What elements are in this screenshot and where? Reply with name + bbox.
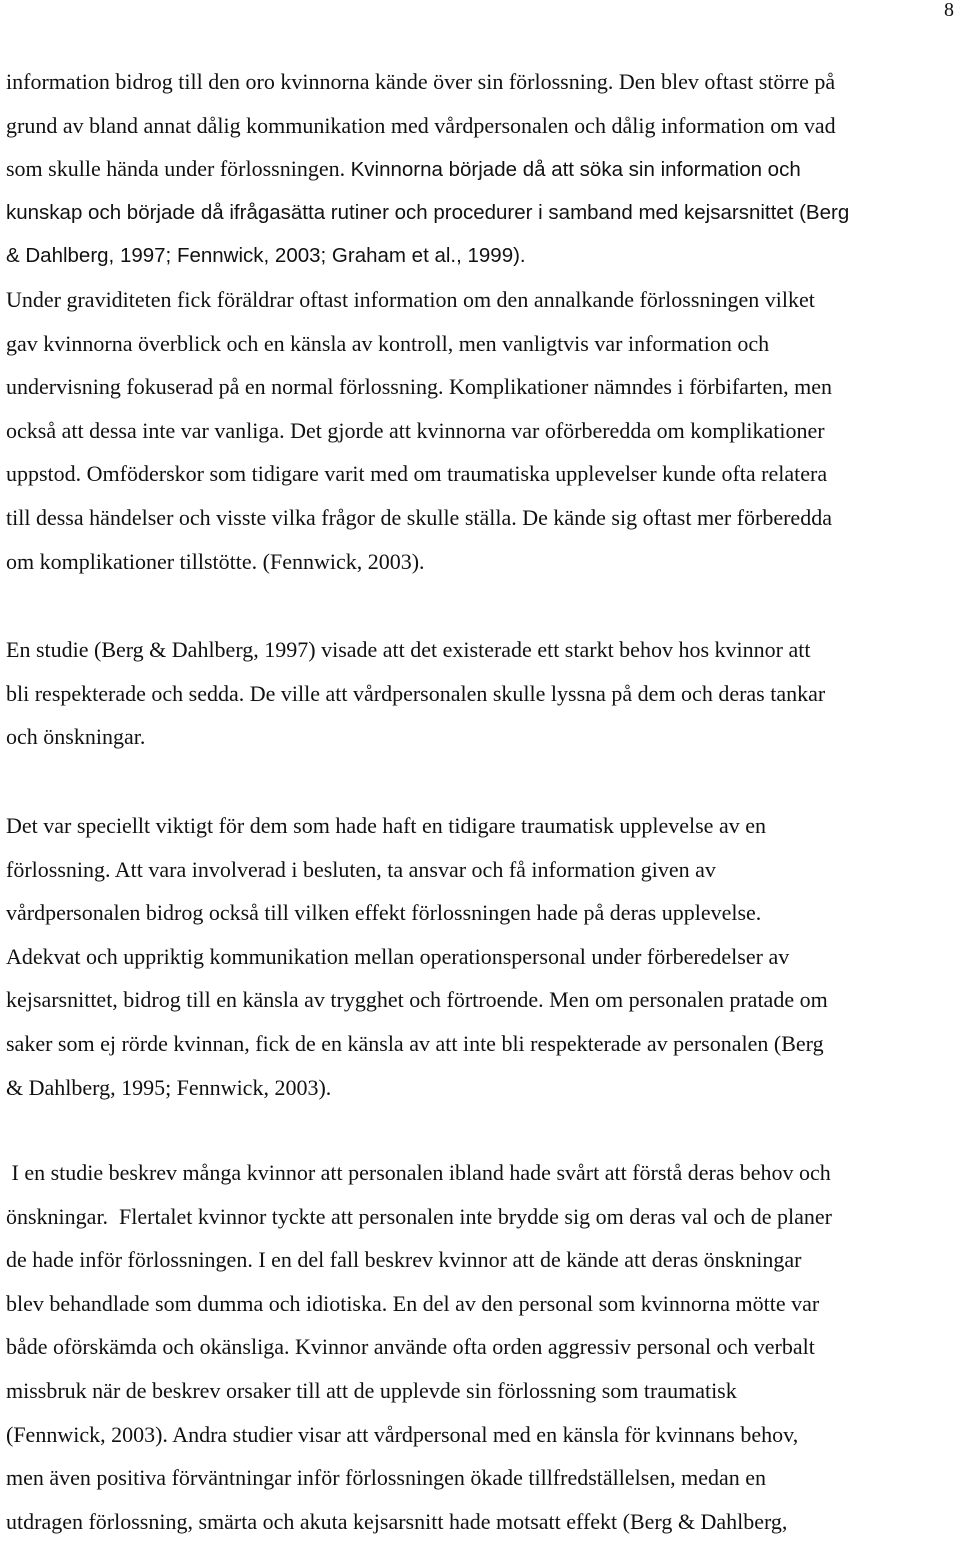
text-line: & Dahlberg, 1997; Fennwick, 2003; Graham et al., 1999). <box>6 244 526 268</box>
text-line: om komplikationer tillstötte. (Fennwick, 2003). <box>6 548 425 574</box>
paragraph-2 <box>6 628 960 759</box>
text-line: missbruk när de beskrev orsaker till att de upplevde sin förlossning som traumatisk <box>6 1377 737 1403</box>
text-line: (Fennwick, 2003). Andra studier visar att vårdpersonal med en känsla för kvinnans behov, <box>6 1421 799 1447</box>
text-line: I en studie beskrev många kvinnor att personalen ibland hade svårt att förstå deras behov och <box>6 1160 831 1185</box>
text-line: och önskningar. <box>6 724 146 750</box>
text-line: bli respekterade och sedda. De ville att vårdpersonalen skulle lyssna på dem och deras tankar <box>6 680 826 706</box>
text-line: Adekvat och uppriktig kommunikation mellan operationspersonal under förberedelser av <box>6 943 790 969</box>
paragraph-4 <box>6 1151 960 1543</box>
text-line: kunskap och började då ifrågasätta rutiner och procedurer i samband med kejsarsnittet (Berg <box>6 200 850 224</box>
text-line: utdragen förlossning, smärta och akuta kejsarsnitt hade motsatt effekt (Berg & Dahlberg, <box>6 1508 788 1534</box>
text-line <box>6 147 960 191</box>
text-line: information bidrog till den oro kvinnorna kände över sin förlossning. Den blev oftast större på <box>6 69 836 94</box>
text-line: både oförskämda och okänsliga. Kvinnor använde ofta orden aggressiv personal och verbalt <box>6 1334 815 1360</box>
text-line: men även positiva förväntningar inför förlossningen ökade tillfredställelsen, medan en <box>6 1465 766 1491</box>
text-line: vårdpersonalen bidrog också till vilken effekt förlossningen hade på deras upplevelse. <box>6 900 762 926</box>
text-segment: som skulle hända under förlossningen. <box>6 156 351 182</box>
text-line: kejsarsnittet, bidrog till en känsla av trygghet och förtroende. Men om personalen pratade om <box>6 987 828 1013</box>
paragraph-1 <box>6 60 960 583</box>
text-line: önskningar. Flertalet kvinnor tyckte att personalen inte brydde sig om deras val och de planer <box>6 1203 832 1229</box>
text-line: de hade inför förlossningen. I en del fall beskrev kvinnor att de kände att deras önskningar <box>6 1247 802 1273</box>
text-line: saker som ej rörde kvinnan, fick de en känsla av att inte bli respekterade av personalen (Berg <box>6 1030 824 1056</box>
text-line: uppstod. Omföderskor som tidigare varit med om traumatiska upplevelser kunde ofta relatera <box>6 461 828 487</box>
text-line: Det var speciellt viktigt för dem som hade haft en tidigare traumatisk upplevelse av en <box>6 813 766 838</box>
text-line: & Dahlberg, 1995; Fennwick, 2003). <box>6 1074 332 1100</box>
text-line: förlossning. Att vara involverad i besluten, ta ansvar och få information given av <box>6 856 716 882</box>
paragraph-3 <box>6 804 960 1109</box>
text-line: Under graviditeten fick föräldrar oftast information om den annalkande förlossningen vilket <box>6 286 815 312</box>
page-number: 8 <box>944 0 954 21</box>
text-line: En studie (Berg & Dahlberg, 1997) visade att det existerade ett starkt behov hos kvinnor att <box>6 637 811 662</box>
text-line: också att dessa inte var vanliga. Det gjorde att kvinnorna var oförberedda om komplikationer <box>6 417 825 443</box>
text-line: blev behandlade som dumma och idiotiska. En del av den personal som kvinnorna mötte var <box>6 1290 820 1316</box>
text-line: till dessa händelser och visste vilka frågor de skulle ställa. De kände sig oftast mer förberedda <box>6 504 832 530</box>
text-line: undervisning fokuserad på en normal förlossning. Komplikationer nämndes i förbifarten, men <box>6 374 833 400</box>
text-line: gav kvinnorna överblick och en känsla av kontroll, men vanligtvis var information och <box>6 330 770 356</box>
text-line: grund av bland annat dålig kommunikation med vårdpersonalen och dålig information om vad <box>6 112 836 138</box>
text-segment: Kvinnorna började då att söka sin information och <box>350 158 801 182</box>
